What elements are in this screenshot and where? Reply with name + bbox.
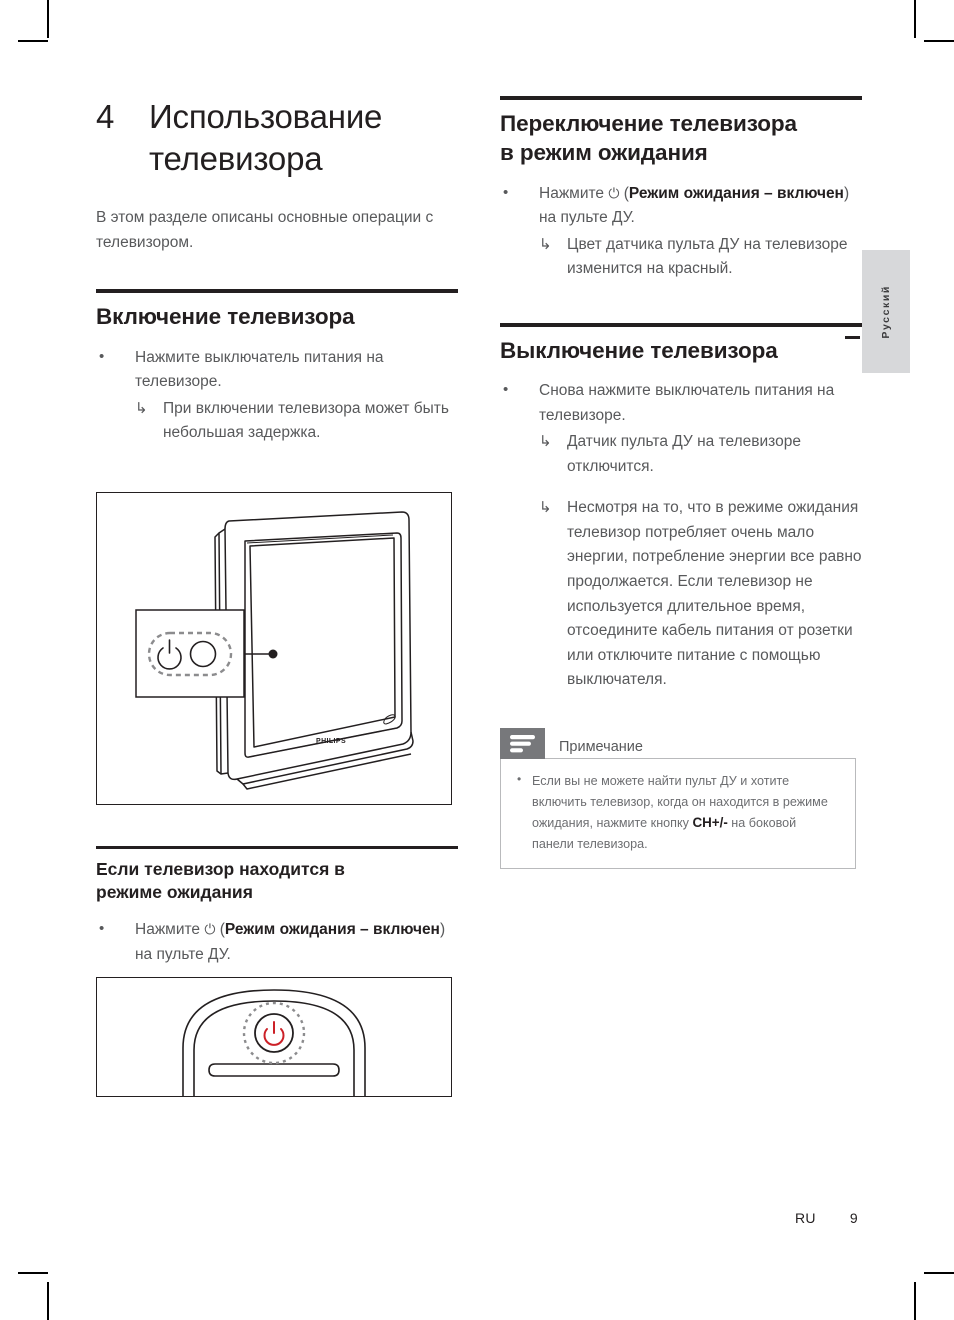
chapter-intro: В этом разделе описаны основные операции с телевизором. [96, 209, 434, 251]
section-heading-switch-standby [500, 109, 862, 168]
list-item-sub: ↳ Датчик пульта ДУ на телевизоре отключится. [539, 430, 862, 479]
note-title: Примечание [559, 738, 643, 755]
subsection-rule [96, 846, 458, 849]
heading-line-1: Переключение телевизора [500, 111, 797, 136]
callout-power-switch [136, 610, 278, 697]
list-item-sub: ↳ При включении телевизора может быть небольшая задержка. [135, 397, 458, 446]
note-text-before: Если вы не можете найти пульт ДУ и хотите включить телевизор, когда он находится в режиме ожидания, нажмите кнопку [532, 774, 828, 831]
side-language-tab [862, 250, 910, 373]
remote-illustration [97, 978, 451, 1096]
section-heading-power-on: Включение телевизора [96, 304, 355, 330]
side-language-label: Русский [880, 284, 892, 339]
chapter-number: 4 [96, 98, 115, 135]
crop-mark-left-bottom [18, 1272, 48, 1274]
page-footer [795, 1210, 858, 1226]
chapter-title: Использование телевизора [149, 98, 383, 178]
note-text-after: на боковой панели телевизора. [532, 816, 797, 851]
list-standby [96, 918, 458, 967]
bullet-text-open: ( [619, 184, 629, 202]
subsection-heading-standby [96, 858, 458, 904]
crop-mark-right-bottom [924, 1272, 954, 1274]
power-symbol-glyph: ⏻ [608, 184, 620, 201]
sublist [539, 430, 862, 693]
list-power-on [96, 346, 458, 446]
tv-brand-wordmark: PHILIPS [316, 738, 347, 745]
power-symbol-icon [265, 1022, 284, 1045]
bullet-text: Нажмите выключатель питания на телевизоре. [135, 348, 384, 391]
heading-line-1: Если телевизор находится в [96, 859, 345, 879]
crop-mark-bottom-right [914, 1282, 916, 1320]
list-item [96, 918, 458, 967]
section-rule [96, 289, 458, 293]
chapter-heading [96, 96, 458, 180]
section-rule [500, 323, 862, 327]
bullet-text-bold: Режим ожидания – включен [628, 184, 844, 202]
note-header [500, 728, 856, 759]
bullet-text-pre: Нажмите [135, 921, 205, 939]
figure-tv-power-switch [96, 492, 452, 805]
footer-page-number: 9 [849, 1210, 858, 1226]
note-box [500, 728, 856, 869]
note-list [515, 771, 839, 854]
section-heading-power-off: Выключение телевизора [500, 337, 778, 363]
note-lines-icon [510, 734, 535, 753]
bullet-text: Снова нажмите выключатель питания на телевизоре. [539, 382, 835, 424]
right-column [500, 96, 862, 693]
note-list-item [515, 771, 839, 854]
list-item-sub: ↳ Несмотря на то, что в режиме ожидания телевизор потребляет очень мало энергии, потребление энергии все равно продолжается. Если телевизор не используется длительное время, отсоедините кабель питания от розетки или отключите питание с помощью выключателя. [539, 496, 862, 693]
bullet-text-pre: Нажмите [539, 184, 609, 202]
figure-remote-standby [96, 977, 452, 1097]
bullet-text-close: ) на пульте ДУ. [539, 184, 850, 227]
list-item-sub: ↳ Цвет датчика пульта ДУ на телевизоре изменится на красный. [539, 233, 862, 282]
note-body [500, 758, 856, 869]
bullet-text-bold: Режим ожидания – включен [224, 921, 440, 939]
left-column-lower [96, 846, 458, 967]
sublist [135, 397, 458, 446]
heading-line-2: режиме ожидания [96, 882, 253, 903]
note-text-bold: CH+/- [692, 815, 728, 831]
crop-mark-top-left [47, 0, 49, 38]
crop-mark-left-top [18, 40, 48, 42]
side-tab-dash [845, 336, 860, 339]
power-symbol-glyph: ⏻ [204, 921, 216, 938]
list-item [500, 182, 862, 282]
heading-line-2: в режим ожидания [500, 140, 708, 166]
bullet-text-close: ) на пульте ДУ. [135, 921, 446, 963]
tv-illustration [97, 493, 451, 804]
crop-mark-bottom-left [47, 1282, 49, 1320]
crop-mark-right-top [924, 40, 954, 42]
section-rule [500, 96, 862, 100]
footer-language: RU [795, 1210, 816, 1226]
left-column [96, 96, 458, 446]
crop-mark-top-right [914, 0, 916, 38]
note-icon-tab [500, 728, 545, 759]
bullet-text-open: ( [215, 921, 225, 939]
list-item [500, 379, 862, 693]
list-item [96, 346, 458, 446]
leader-dot [269, 650, 278, 659]
list-power-off [500, 379, 862, 693]
list-switch-standby [500, 182, 862, 282]
sublist [539, 233, 862, 282]
